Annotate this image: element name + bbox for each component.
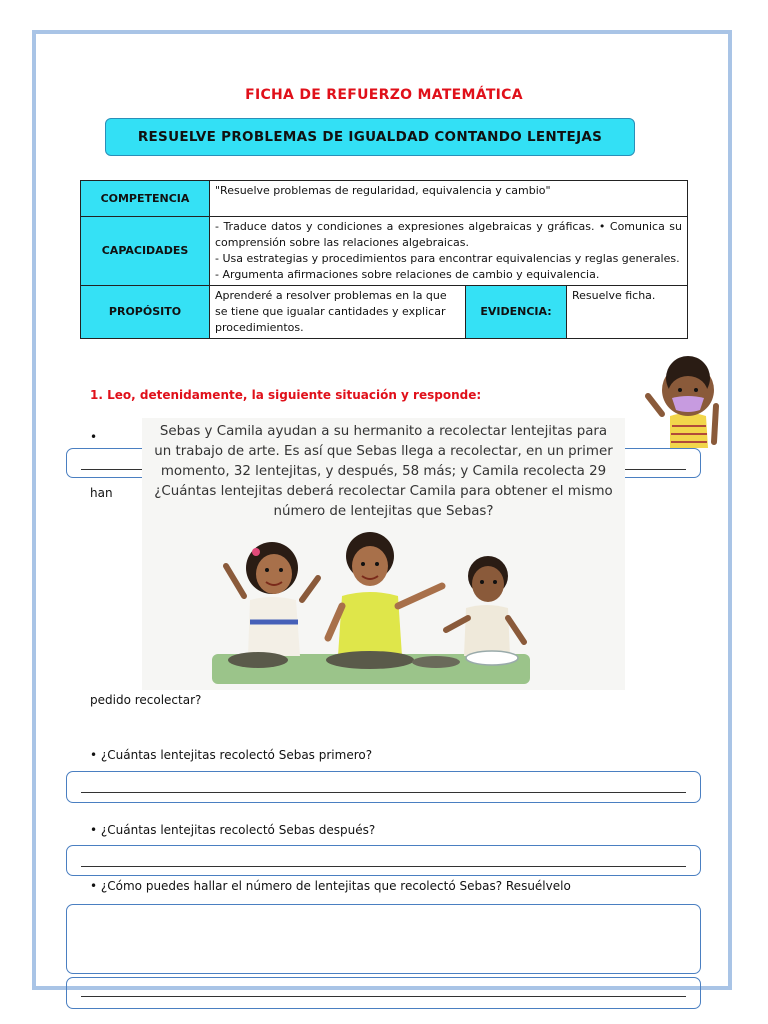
section-heading: 1. Leo, detenidamente, la siguiente situación y responde: [90, 388, 482, 402]
answer-box-2[interactable] [66, 771, 701, 803]
capacidades-label: CAPACIDADES [81, 217, 210, 286]
children-with-lentils-illustration [210, 526, 532, 686]
story-text [142, 422, 625, 522]
page-title: FICHA DE REFUERZO MATEMÁTICA [245, 87, 523, 103]
competencia-value: "Resuelve problemas de regularidad, equivalencia y cambio" [210, 181, 688, 217]
partial-text-han: han [90, 486, 113, 500]
subtitle-text: RESUELVE PROBLEMAS DE IGUALDAD CONTANDO LENTEJAS [137, 129, 603, 145]
partial-text-pedido: pedido recolectar? [90, 693, 202, 707]
answer-box-5[interactable] [66, 977, 701, 1009]
info-table [80, 180, 688, 339]
story-line: ¿Cuántas lentejitas deberá recolectar Camila para obtener el mismo [154, 484, 613, 499]
competencia-label: COMPETENCIA [81, 181, 210, 217]
capacidades-value [210, 217, 688, 286]
evidencia-label: EVIDENCIA: [466, 285, 567, 338]
child-waving-illustration [640, 356, 724, 452]
answer-box-3[interactable] [66, 845, 701, 876]
question-3: • ¿Cuántas lentejitas recolectó Sebas después? [90, 823, 376, 837]
question-4: • ¿Cómo puedes hallar el número de lentejitas que recolectó Sebas? Resuélvelo [90, 879, 571, 893]
story-line: momento, 32 lentejitas, y después, 58 más; y Camila recolecta 29 [160, 464, 607, 479]
story-panel [142, 418, 625, 690]
story-line: un trabajo de arte. Es así que Sebas llega a recolectar, en un primer [154, 444, 613, 459]
answer-line [81, 996, 686, 997]
story-line: Sebas y Camila ayudan a su hermanito a recolectar lentejitas para [159, 424, 608, 439]
capacidad-3: - Argumenta afirmaciones sobre relaciones de cambio y equivalencia. [215, 267, 600, 281]
capacidad-2: - Usa estrategias y procedimientos para encontrar equivalencias y reglas generales. [215, 251, 680, 265]
answer-line [81, 866, 686, 867]
answer-line [81, 792, 686, 793]
story-line: número de lentejitas que Sebas? [273, 504, 494, 519]
capacidad-1: - Traduce datos y condiciones a expresiones algebraicas y gráficas. • Comunica su comprensión sobre las relaciones algebraicas. [215, 220, 682, 249]
proposito-value: Aprenderé a resolver problemas en la que se tiene que igualar cantidades y explicar procedimientos. [210, 285, 466, 338]
subtitle-banner [105, 118, 635, 156]
proposito-label: PROPÓSITO [81, 285, 210, 338]
answer-box-4[interactable] [66, 904, 701, 974]
evidencia-value: Resuelve ficha. [567, 285, 688, 338]
question-2: • ¿Cuántas lentejitas recolectó Sebas primero? [90, 748, 373, 762]
bullet-marker: • [90, 430, 98, 444]
